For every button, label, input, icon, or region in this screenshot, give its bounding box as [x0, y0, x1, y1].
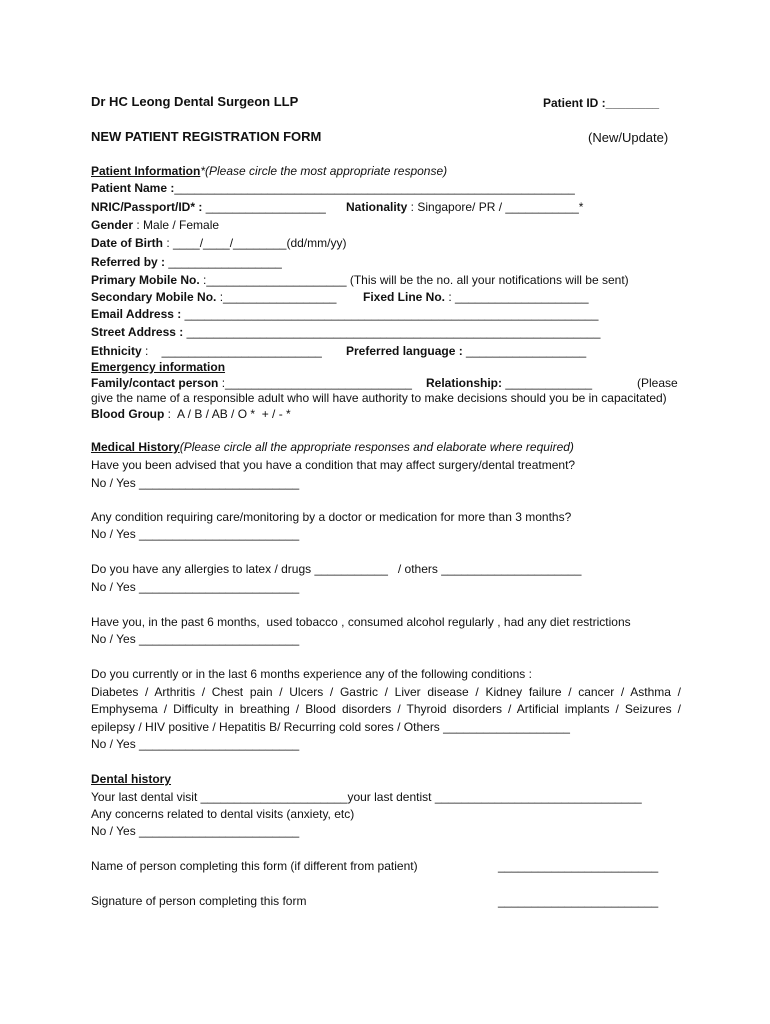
- street-field[interactable]: ______________________________________________________________: [183, 325, 601, 339]
- dob-field[interactable]: : ____/____/________(dd/mm/yy): [163, 236, 347, 250]
- primary-mobile-field[interactable]: :_____________________ (This will be the no. all your notifications will be sent): [199, 273, 629, 287]
- medical-heading: Medical History: [91, 440, 180, 454]
- nric-field[interactable]: __________________: [202, 200, 326, 214]
- patient-info-heading: Patient Information: [91, 164, 201, 178]
- dob-label: Date of Birth: [91, 236, 163, 250]
- medical-question-2: Any condition requiring care/monitoring by a doctor or medication for more than 3 months?: [91, 510, 572, 524]
- contact-label: Family/contact person: [91, 376, 219, 390]
- patient-info-heading-row: [91, 164, 447, 178]
- please-note-start: (Please: [637, 376, 678, 390]
- signature-label: Signature of person completing this form: [91, 894, 307, 908]
- conditions-line-1[interactable]: Diabetes / Arthritis / Chest pain / Ulcers / Gastric / Liver disease / Kidney failure / cancer / Asthma /: [91, 685, 681, 699]
- fixed-line-label: Fixed Line No.: [363, 290, 446, 304]
- completer-name-field[interactable]: ________________________: [498, 859, 659, 873]
- clinic-name: Dr HC Leong Dental Surgeon LLP: [91, 94, 299, 109]
- medical-answer-4[interactable]: No / Yes ________________________: [91, 632, 300, 646]
- nationality-label: Nationality: [346, 200, 408, 214]
- ethnicity-field[interactable]: : ________________________: [141, 344, 322, 358]
- blood-group-options[interactable]: : A / B / AB / O * + / - *: [164, 407, 291, 421]
- patient-name-row: [91, 181, 575, 195]
- email-label: Email Address :: [91, 307, 182, 321]
- dental-concerns-question: Any concerns related to dental visits (anxiety, etc): [91, 807, 355, 821]
- nationality-row: [346, 200, 583, 214]
- blood-group-row: [91, 407, 291, 421]
- completer-name-label: Name of person completing this form (if different from patient): [91, 859, 418, 873]
- contact-field[interactable]: :____________________________: [218, 376, 412, 390]
- last-visit-row[interactable]: Your last dental visit ______________________your last dentist _______________________________: [91, 790, 642, 804]
- patient-name-label: Patient Name :: [91, 181, 175, 195]
- medical-question-4: Have you, in the past 6 months, used tobacco , consumed alcohol regularly , had any diet restrictions: [91, 615, 631, 629]
- primary-mobile-label: Primary Mobile No.: [91, 273, 200, 287]
- nationality-field[interactable]: : Singapore/ PR / ___________*: [407, 200, 584, 214]
- emergency-heading: Emergency information: [91, 360, 226, 374]
- blood-group-label: Blood Group: [91, 407, 165, 421]
- medical-answer-3[interactable]: No / Yes ________________________: [91, 580, 300, 594]
- email-row: [91, 307, 598, 321]
- referred-label: Referred by :: [91, 255, 166, 269]
- medical-heading-row: [91, 440, 574, 454]
- gender-label: Gender: [91, 218, 134, 232]
- dental-heading: Dental history: [91, 772, 172, 786]
- relationship-field[interactable]: _____________: [502, 376, 593, 390]
- patient-name-field[interactable]: ____________________________________________________________: [174, 181, 575, 195]
- dental-answer[interactable]: No / Yes ________________________: [91, 824, 300, 838]
- street-row: [91, 325, 600, 339]
- signature-field[interactable]: ________________________: [498, 894, 659, 908]
- conditions-line-3[interactable]: epilepsy / HIV positive / Hepatitis B/ Recurring cold sores / Others ___________________: [91, 720, 570, 734]
- ethnicity-row: [91, 344, 322, 358]
- language-row: [346, 344, 586, 358]
- medical-note: (Please circle all the appropriate responses and elaborate where required): [179, 440, 574, 454]
- medical-answer-5[interactable]: No / Yes ________________________: [91, 737, 300, 751]
- contact-row: [91, 376, 412, 390]
- dob-row: [91, 236, 346, 250]
- street-label: Street Address :: [91, 325, 184, 339]
- nric-label: NRIC/Passport/ID* :: [91, 200, 203, 214]
- conditions-line-2[interactable]: Emphysema / Difficulty in breathing / Blood disorders / Thyroid disorders / Artificial implants / Seizures /: [91, 702, 681, 716]
- emergency-note: give the name of a responsible adult who will have authority to make decisions should you be in capacitated): [91, 391, 667, 405]
- gender-row: [91, 218, 219, 232]
- language-label: Preferred language :: [346, 344, 463, 358]
- secondary-mobile-row: [91, 290, 336, 304]
- form-mode: (New/Update): [588, 130, 669, 145]
- ethnicity-label: Ethnicity: [91, 344, 142, 358]
- language-field[interactable]: __________________: [462, 344, 587, 358]
- nric-row: [91, 200, 326, 214]
- medical-answer-1[interactable]: No / Yes ________________________: [91, 476, 300, 490]
- primary-mobile-row: [91, 273, 629, 287]
- medical-question-3[interactable]: Do you have any allergies to latex / drugs ___________ / others _____________________: [91, 562, 582, 576]
- medical-answer-2[interactable]: No / Yes ________________________: [91, 527, 300, 541]
- medical-question-1: Have you been advised that you have a condition that may affect surgery/dental treatment?: [91, 458, 576, 472]
- secondary-mobile-label: Secondary Mobile No.: [91, 290, 217, 304]
- gender-options[interactable]: : Male / Female: [133, 218, 220, 232]
- medical-question-5: Do you currently or in the last 6 months experience any of the following conditions :: [91, 667, 532, 681]
- fixed-line-field[interactable]: : ____________________: [445, 290, 589, 304]
- fixed-line-row: [363, 290, 589, 304]
- referred-field[interactable]: _________________: [165, 255, 282, 269]
- email-field[interactable]: ______________________________________________________________: [181, 307, 599, 321]
- relationship-row: [426, 376, 592, 390]
- secondary-mobile-field[interactable]: :_________________: [216, 290, 337, 304]
- referred-row: [91, 255, 282, 269]
- patient-id-field[interactable]: Patient ID :________: [543, 96, 660, 110]
- form-title: NEW PATIENT REGISTRATION FORM: [91, 129, 322, 144]
- relationship-label: Relationship:: [426, 376, 503, 390]
- patient-info-note: *(Please circle the most appropriate response): [200, 164, 448, 178]
